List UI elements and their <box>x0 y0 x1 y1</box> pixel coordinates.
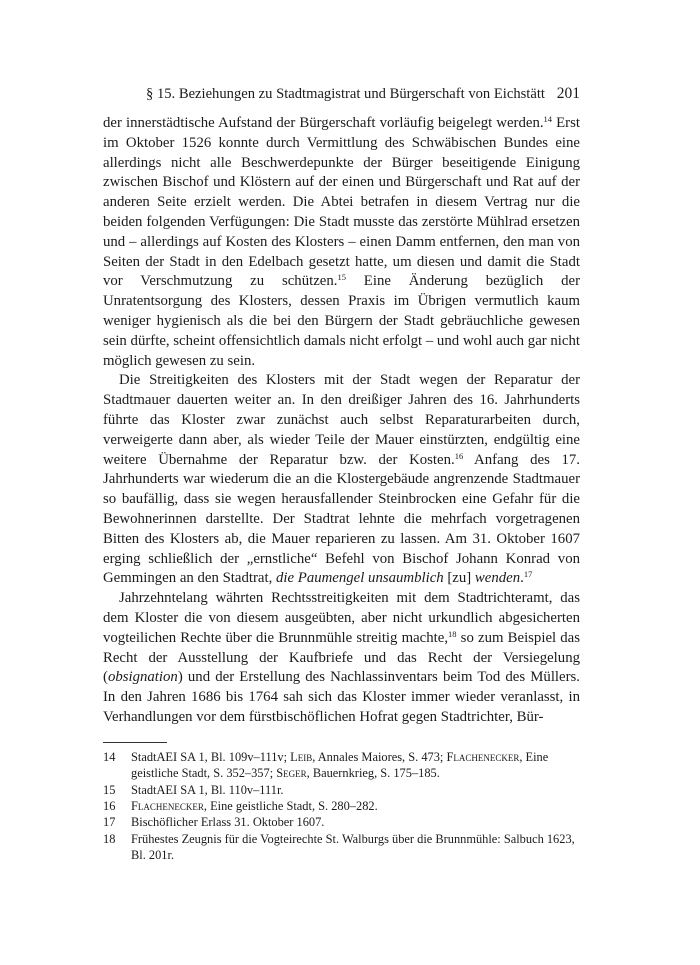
footnote-text: , Eine geistliche Stadt, S. 280–282. <box>203 798 378 813</box>
paragraph-text: der innerstädtische Aufstand der Bürgerschaft vorläufig beigelegt werden. <box>103 115 544 131</box>
footnote-number: 17 <box>103 815 116 830</box>
body-text <box>103 114 580 728</box>
footnote-number: 16 <box>103 798 116 813</box>
footnote-reference: 15 <box>337 272 346 283</box>
book-page <box>103 80 580 864</box>
author-name: Flachenecker <box>131 798 204 813</box>
footnote-text: , Eine geistliche Stadt, S. 352–357; <box>131 749 549 781</box>
footnote-number: 14 <box>103 749 116 764</box>
footnote-number: 15 <box>103 782 116 797</box>
footnote-text: StadtAEI SA 1, Bl. 110v–111r. <box>131 782 284 797</box>
footnote <box>103 831 580 864</box>
footnote-text: , Annales Maiores, S. 473; <box>312 749 447 764</box>
footnote-reference: 18 <box>448 628 457 639</box>
running-head-title: § 15. Beziehungen zu Stadtmagistrat und Bürgerschaft von Eichstätt <box>146 86 545 102</box>
paragraph-text: . <box>520 570 524 587</box>
footnote-text: , Bauernkrieg, S. 175–185. <box>306 766 440 781</box>
paragraph-text: Eine Änderung bezüglich der Unratentsorgung des Klosters, dessen Praxis im Übrigen vermutlich kaum weniger hygienisch als die bei den Bürgern der Stadt gebräuchliche gewesen sein dürfte, scheint offensichtlich damals nicht erfolgt – und wohl auch gar nicht möglich gewesen zu sein. <box>103 273 580 369</box>
footnote-reference: 17 <box>523 569 533 580</box>
footnote-reference: 14 <box>543 114 553 124</box>
footnote-text: Frühestes Zeugnis für die Vogteirechte St. Walburgs über die Brunnmühle: Salbuch 1623, Bl. 201r. <box>131 831 575 863</box>
page-number: 201 <box>556 85 580 102</box>
paragraph-text: Erst im Oktober 1526 konnte durch Vermittlung des Schwäbischen Bundes eine allerdings nicht alle Beschwerdepunkte der Bürger beseitigende Einigung zwischen Bischof und Klöstern auf der einen und Bürgerschaft und Rat auf der anderen Seite erzielt werden. Die Abtei betrafen in diesem Vertrag nur die beiden folgenden Verfügungen: Die Stadt musste das zerstörte Mühlrad ersetzen und – allerdings auf Kosten des Klosters – einen Damm entfernen, den man von Seiten der Stadt in den Edelbach gesetzt hatte, um diesen und damit die Stadt vor Verschmutzung zu schützen. <box>103 115 580 290</box>
footnote-reference: 16 <box>454 450 464 461</box>
paragraph-text: [zu] <box>443 570 475 587</box>
paragraph-text: ) und der Erstellung des Nachlassinventars beim Tod des Müllers. In den Jahren 1686 bis 1764 sah sich das Kloster immer wieder veranlasst, in Verhandlungen vor dem fürstbischöflichen Hofrat gegen Stadtrichter, Bür- <box>103 669 580 725</box>
paragraph-text: Anfang des 17. Jahrhunderts war wiederum die an die Klostergebäude angrenzende Stadtmauer so baufällig, dass sie wegen herausfallender Steinbrocken eine Gefahr für die Bewohnerinnen darstellte. Der Stadtrat lehnte die mehrfach vorgetragenen Bitten des Klosters ab, die Mauer reparieren zu lassen. Am 31. Oktober 1607 erging schließlich der „ernstliche“ Befehl von Bischof Johann Konrad von Gemmingen an den Stadtrat, <box>103 451 580 587</box>
paragraph <box>103 589 580 728</box>
footnote <box>103 798 580 814</box>
footnote-text: Bischöflicher Erlass 31. Oktober 1607. <box>131 815 325 830</box>
paragraph <box>103 371 580 589</box>
paragraph-text: Jahrzehntelang währten Rechtsstreitigkeiten mit dem Stadtrichteramt, das dem Kloster die von diesem ausgeübten, aber nicht urkundlich abgesicherten vogteilichen Rechte über die Brunnmühle streitig machte, <box>103 590 580 646</box>
author-name: Leib <box>290 749 313 764</box>
italic-text: die Paumengel unsaumblich <box>276 570 444 587</box>
paragraph-text: so zum Beispiel das Recht der Ausstellung der Kaufbriefe und das Recht der Versiegelung ( <box>103 629 581 686</box>
footnotes <box>103 749 580 864</box>
footnote <box>103 782 580 798</box>
author-name: Seger <box>276 766 307 781</box>
italic-text: wenden <box>474 570 521 587</box>
author-name: Flachenecker <box>446 749 520 764</box>
footnote <box>103 749 580 782</box>
paragraph-text: Die Streitigkeiten des Klosters mit der Stadt wegen der Reparatur der Stadtmauer dauerten weiter an. In den dreißiger Jahren des 16. Jahrhunderts führte das Kloster zwar zunächst auch selbst Reparaturarbeiten durch, verweigerte dann aber, als wieder Teile der Mauer einstürzten, endgültig eine weitere Übernahme der Reparatur bzw. der Kosten. <box>103 372 580 468</box>
footnote-number: 18 <box>103 831 116 846</box>
footnote <box>103 814 580 830</box>
italic-text: obsignation <box>107 669 178 686</box>
footnote-separator <box>103 742 167 743</box>
footnote-text: StadtAEI SA 1, Bl. 109v–111v; <box>131 749 291 764</box>
paragraph <box>103 114 580 371</box>
running-head <box>103 80 580 108</box>
